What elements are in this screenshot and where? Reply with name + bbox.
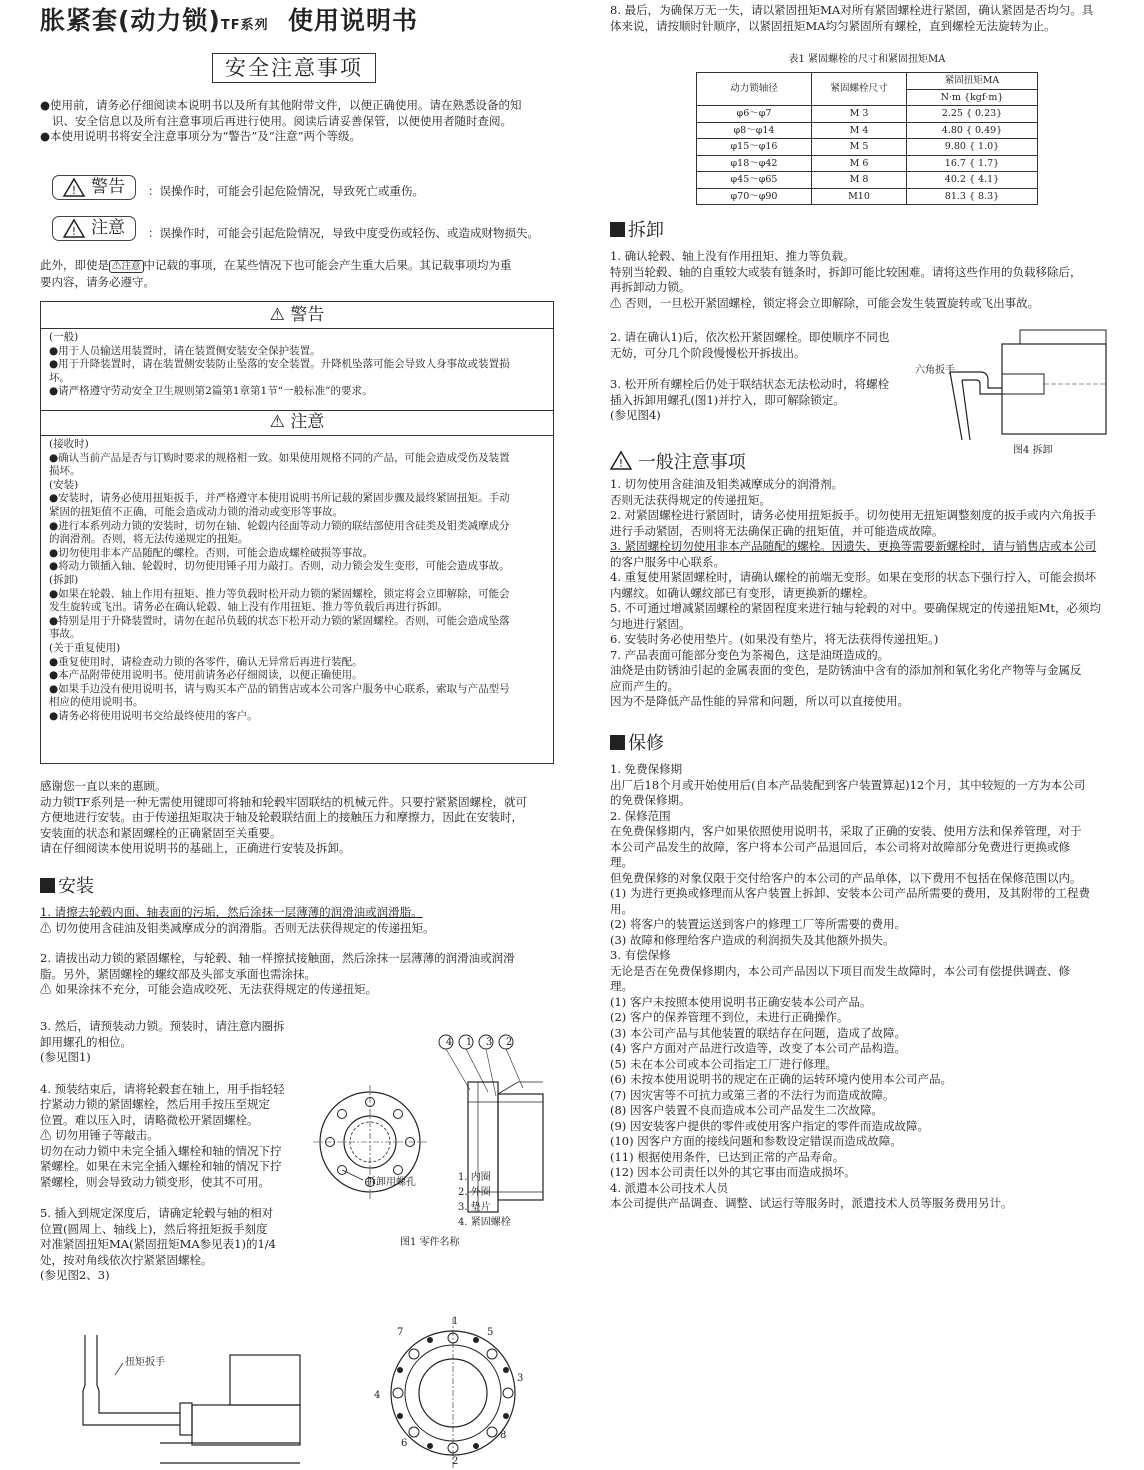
fig1-callout: 3	[485, 1037, 493, 1048]
removal-heading-text: 拆卸	[628, 220, 664, 241]
table-cell: 4.80 { 0.49}	[907, 122, 1038, 139]
removal-line: 3. 松开所有螺栓后仍处于联结状态无法松动时，将螺栓	[610, 377, 890, 391]
table-row	[697, 188, 1038, 205]
table-row	[697, 155, 1038, 172]
table-header: 紧固螺栓尺寸	[812, 73, 907, 106]
thanks-block	[40, 779, 560, 857]
general-line: 4. 重复使用紧固螺栓时，请确认螺栓的前端无变形。如果在变形的状态下强行拧入，可能会损坏	[610, 570, 1097, 584]
table1-container	[696, 72, 1038, 205]
svg-text:!: !	[618, 457, 624, 470]
table-cell: φ45～φ65	[697, 172, 812, 189]
warranty-line: 在免费保修期内，客户如果依照使用说明书，采取了正确的安装、使用方法和保养管理，对于	[610, 824, 1082, 838]
install-step-4-warning: 切勿在动力锁中未完全插入螺栓和轴的情况下拧	[40, 1143, 282, 1158]
caution-line: 紧固的扭矩值不正确，可能会造成动力锁的滑动或变形等事故。	[49, 505, 343, 518]
table-cell: M 4	[812, 122, 907, 139]
table-cell: M 5	[812, 139, 907, 156]
table-header-row	[697, 73, 1038, 90]
fig4-caption: 图4 拆卸	[1013, 445, 1053, 456]
install-step-5: 对准紧固扭矩MA(紧固扭矩MA参见表1)的1/4	[40, 1237, 276, 1251]
thanks-line: 请在仔细阅读本使用说明书的基础上，正确进行安装及拆卸。	[40, 841, 351, 855]
caution-line: (安装)	[49, 478, 79, 491]
page-title	[40, 6, 418, 41]
install-step-1-warning: ⚠ 切勿使用含硅油及钼类减摩成分的润滑脂。否则无法获得规定的传递扭矩。	[40, 920, 435, 935]
removal-steps-2-3	[610, 330, 910, 424]
removal-line: 插入拆卸用螺孔(图1)并拧入，即可解除锁定。	[610, 392, 845, 407]
svg-text:!: !	[71, 225, 77, 238]
warranty-line: (10) 因客户方面的接线问题和参数设定错误而造成故障。	[610, 1134, 902, 1148]
general-line: 2. 对紧固螺栓进行紧固时，请务必使用扭矩扳手。切勿使用无扭矩调整刻度的扳手或内六角扳手	[610, 508, 1097, 522]
general-line: 7. 产品表面可能部分变色为茶褐色，这是油斑造成的。	[610, 647, 890, 662]
step-8-line: 8. 最后，为确保万无一失，请以紧固扭矩MA对所有紧固螺栓进行紧固，确认紧固是否均匀。具	[610, 3, 1094, 17]
warranty-line: (7) 因灾害等不可抗力或第三者的不法行为而造成故障。	[610, 1087, 895, 1102]
warning-triangle-icon	[63, 178, 85, 197]
removal-warning: ⚠ 否则，一旦松开紧固螺栓，锁定将会立即解除，可能会发生装置旋转或飞出事故。	[610, 295, 1040, 310]
fig3-number: 5	[487, 1327, 494, 1338]
install-step-3: 卸用螺孔的相位。	[40, 1034, 132, 1049]
table-cell: 2.25 { 0.23}	[907, 106, 1038, 123]
title-main: 胀紧套(动力锁)	[40, 6, 221, 35]
caution-badge-text: ：误操作时，可能会引起危险情况，导致中度受伤或轻伤、或造成财物损失。	[148, 226, 539, 240]
install-step-3: 3. 然后，请预装动力锁。预装时，请注意内圈拆	[40, 1019, 285, 1033]
warranty-list	[610, 762, 1130, 1212]
general-line: 应而产生的。	[610, 678, 679, 693]
fig3-number: 2	[452, 1456, 459, 1467]
warranty-line: 理。	[610, 855, 633, 869]
warranty-line: 但免费保修的对象仅限于交付给客户的本公司的产品单体，以下费用不包括在保修范围以内。	[610, 870, 1082, 885]
table-row	[697, 172, 1038, 189]
general-line: 5. 不可通过增减紧固螺栓的紧固程度来进行轴与轮毂的对中。要确保规定的传递扭矩Mt，必须均	[610, 601, 1102, 615]
caution-line: ●请务必将使用说明书交给最终使用的客户。	[49, 709, 258, 722]
step-8-line: 体来说，请按顺时针顺序，以紧固扭矩MA均匀紧固所有螺栓，直到螺栓无法旋转为止。	[610, 18, 1056, 33]
install-heading-text: 安装	[58, 876, 94, 897]
warranty-line: 用。	[610, 901, 633, 916]
removal-line: 特别当轮毂、轴的自重较大或装有链条时，拆卸可能比较困难。请将这些作用的负载移除后，	[610, 264, 1082, 279]
install-step-5: 5. 插入到规定深度后，请确定轮毂与轴的相对	[40, 1206, 274, 1220]
install-steps-3-5	[40, 1019, 310, 1284]
removal-line: (参见图4)	[610, 408, 661, 422]
warranty-line: (9) 因安装客户提供的零件或使用客户指定的零件而造成故障。	[610, 1118, 929, 1133]
caution-line: ●本产品附带使用说明书。使用前请务必仔细阅读，以便正确使用。	[49, 669, 363, 682]
table-cell: φ15～φ16	[697, 139, 812, 156]
caution-line: (接收时)	[49, 438, 89, 450]
warranty-line: 的免费保修期。	[610, 793, 691, 807]
warranty-line: (5) 未在本公司或本公司指定工厂进行修理。	[610, 1056, 837, 1071]
warranty-line: (1) 客户未按照本使用说明书正确安装本公司产品。	[610, 994, 872, 1009]
warranty-line: 无论是否在免费保修期内，本公司产品因以下项目而发生故障时，本公司有偿提供调查、修	[610, 963, 1070, 978]
table-row	[697, 139, 1038, 156]
fig3-number: 6	[401, 1438, 408, 1449]
intro-line: ●本使用说明书将安全注意事项分为“警告”及“注意”两个等级。	[40, 129, 362, 143]
intro-block	[40, 98, 560, 145]
warranty-line: 4. 派遣本公司技术人员	[610, 1180, 729, 1195]
general-line: 3. 紧固螺栓切勿使用非本产品随配的螺栓。因遗失、更换等需要新螺栓时，请与销售店或本公司	[610, 539, 1097, 553]
table1-caption: 表1 紧固螺栓的尺寸和紧固扭矩MA	[788, 54, 946, 65]
warranty-line: 出厂后18个月或开始使用后(自本产品装配到客户装置算起)12个月，其中较短的一方为本公司	[610, 777, 1086, 792]
caution-line: 的润滑剂。否则，将无法传递规定的扭矩。	[49, 533, 249, 546]
fig4-wrench-label: 六角扳手	[915, 365, 955, 376]
warranty-line: (2) 客户的保养管理不到位，未进行正确操作。	[610, 1010, 849, 1024]
safety-heading: 安全注意事项	[212, 53, 376, 83]
general-heading-text: 一般注意事项	[637, 452, 746, 473]
warranty-line: 理。	[610, 979, 633, 993]
title-series: TF系列	[220, 18, 269, 33]
fig1-parts-list	[458, 1170, 511, 1230]
note-paragraph	[40, 258, 560, 290]
warranty-line: (8) 因客户装置不良而造成本公司产品发生二次故障。	[610, 1103, 883, 1117]
intro-line: ●使用前，请务必仔细阅读本说明书以及所有其他附带文件，以便正确使用。请在熟悉设备的知	[40, 98, 522, 112]
warranty-line: (12) 因本公司责任以外的其它事由而造成损坏。	[610, 1165, 856, 1179]
mini-caution-badge: ⚠注意	[109, 260, 144, 273]
figure-1-parts-drawing	[318, 1030, 558, 1250]
fig1-callout: 4	[445, 1037, 453, 1048]
removal-heading	[610, 219, 664, 243]
table-cell: 81.3 { 8.3}	[907, 188, 1038, 205]
install-step-4: 4. 预装结束后，请将轮毂套在轴上，用手指轻轻	[40, 1081, 285, 1096]
fig1-hole-label: 拆卸用螺孔	[366, 1177, 416, 1188]
table-cell: M10	[812, 188, 907, 205]
table-cell: φ6～φ7	[697, 106, 812, 123]
thanks-line: 动力锁TF系列是一种无需使用键即可将轴和轮毂牢固联结的机械元件。只要拧紧紧固螺栓，就可	[40, 794, 528, 809]
install-step-5: 位置(圆周上、轴线上)，然后将扭矩扳手刻度	[40, 1221, 268, 1236]
warning-line: (一般)	[49, 331, 79, 343]
general-heading	[610, 451, 746, 475]
warning-badge-box	[52, 175, 136, 200]
caution-line: (关于重复使用)	[49, 641, 121, 654]
title-rest: 使用说明书	[288, 6, 419, 35]
general-line: 1. 切勿使用含硅油及钼类减摩成分的润滑剂。	[610, 477, 844, 491]
caution-box-title: ⚠ 注意	[41, 409, 553, 436]
warning-line: ●用于升降装置时，请在装置侧安装防止坠落的安全装置。升降机坠落可能会导致人身事故或装置损	[49, 358, 510, 371]
fig1-caption: 图1 零件名称	[400, 1237, 460, 1248]
warning-triangle-icon	[610, 451, 632, 470]
note-line2: 要内容，请务必遵守。	[40, 274, 155, 289]
section-square-icon	[610, 222, 625, 237]
install-step-4-warning: 紧螺栓，则会导致动力锁变形，使其不可用。	[40, 1174, 270, 1189]
section-square-icon	[40, 878, 55, 893]
warranty-line: (3) 故障和修理给客户造成的利润损失及其他额外损失。	[610, 932, 895, 947]
table-cell: M 6	[812, 155, 907, 172]
table-row	[697, 122, 1038, 139]
fig1-callout: 1	[465, 1037, 473, 1048]
install-step-4-warning: ⚠ 切勿用锤子等敲击。	[40, 1128, 159, 1142]
fig3-number: 7	[397, 1327, 404, 1338]
caution-line: ●特别是用于升降装置时，请勿在起吊负载的状态下松开动力锁的紧固螺栓。否则，可能会造成坠落	[49, 614, 510, 627]
warranty-line: (6) 未按本使用说明书的规定在正确的运转环境内使用本公司产品。	[610, 1072, 952, 1086]
caution-box	[40, 409, 554, 764]
install-step-5: (参见图2、3)	[40, 1268, 110, 1282]
warning-badge-text: ：误操作时，可能会引起危险情况，导致死亡或重伤。	[148, 184, 424, 198]
section-square-icon	[610, 735, 625, 750]
table-header: N·m {kgf·m}	[907, 89, 1038, 106]
table-cell: φ8～φ14	[697, 122, 812, 139]
install-step-4: 拧紧动力锁的紧固螺栓，然后用手按压至规定	[40, 1097, 270, 1111]
svg-text:!: !	[71, 184, 77, 197]
caution-box-title-text: 注意	[290, 412, 325, 432]
caution-badge-label: 注意	[91, 217, 125, 238]
warranty-line: 3. 有偿保修	[610, 948, 671, 962]
fig2-wrench-label: 扭矩扳手	[125, 1357, 165, 1368]
general-line: 否则无法获得规定的传递扭矩。	[610, 492, 771, 507]
install-step-3: (参见图1)	[40, 1050, 91, 1064]
caution-line: ●如果在轮毂、轴上作用有扭矩、推力等负载时松开动力锁的紧固螺栓，锁定将会立即解除，可能会	[49, 587, 510, 600]
warning-box-title-text: 警告	[290, 305, 325, 325]
warning-box-body	[41, 329, 553, 401]
install-step-1: 1. 请擦去轮毂内面、轴表面的污垢，然后涂抹一层薄薄的润滑油或润滑脂。	[40, 905, 423, 919]
general-line: 内螺纹。如确认螺纹部已有变形，请更换新的螺栓。	[610, 585, 875, 600]
table-cell: 16.7 { 1.7}	[907, 155, 1038, 172]
warranty-line: (1) 为进行更换或修理而从客户装置上拆卸、安装本公司产品所需要的费用，及其附带的工程费	[610, 886, 1090, 900]
caution-line: ●切勿使用非本产品随配的螺栓。否则，可能会造成螺栓破损等事故。	[49, 546, 374, 559]
warranty-line: (4) 客户方面对产品进行改造等，改变了本公司产品构造。	[610, 1041, 906, 1055]
removal-line: 再拆卸动力锁。	[610, 280, 691, 294]
table-header: 紧固扭矩MA	[907, 73, 1038, 90]
install-step-2: 脂。另外，紧固螺栓的螺纹部及头部支承面也需涂抹。	[40, 966, 316, 981]
fig1-part: 4. 紧固螺栓	[458, 1217, 511, 1228]
thanks-line: 感谢您一直以来的惠顾。	[40, 779, 167, 793]
warranty-line: (2) 将客户的装置运送到客户的修理工厂等所需要的费用。	[610, 917, 906, 931]
install-step-5: 处，按对角线依次拧紧紧固螺栓。	[40, 1252, 213, 1267]
caution-line: ●安装时，请务必使用扭矩扳手，并严格遵守本使用说明书所记载的紧固步骤及最终紧固扭矩。手动	[49, 492, 510, 505]
table-cell: 40.2 { 4.1}	[907, 172, 1038, 189]
caution-badge-box	[52, 216, 136, 241]
caution-line: 发生旋转或飞出。请务必在确认轮毂、轴上没有作用扭矩、推力等负载后再进行拆卸。	[49, 601, 448, 614]
removal-line: 2. 请在确认1)后，依次松开紧固螺栓。即使顺序不同也	[610, 330, 890, 344]
warranty-heading	[610, 732, 664, 756]
removal-line: 1. 确认轮毂、轴上没有作用扭矩、推力等负载。	[610, 249, 855, 263]
warning-box-title: ⚠ 警告	[41, 302, 553, 329]
mini-caution-label: 注意	[121, 261, 141, 272]
fig1-part: 1. 内圈	[458, 1172, 491, 1183]
warranty-line: 1. 免费保修期	[610, 762, 683, 776]
table-header: 动力锁轴径	[697, 73, 812, 106]
caution-line: ●将动力锁插入轴、轮毂时，切勿使用锤子用力敲打。否则，动力锁会发生变形，可能会造成事故。	[49, 560, 510, 573]
warranty-line: 本公司提供产品调查、调整、试运行等服务时，派遣技术人员等服务费用另计。	[610, 1196, 1013, 1210]
warning-badge-label: 警告	[91, 176, 125, 197]
table-cell: M 3	[812, 106, 907, 123]
warning-line: ●请严格遵守劳动安全卫生规则第2篇第1章第1节“一般标准”的要求。	[49, 385, 373, 398]
general-line: 匀地进行紧固。	[610, 616, 691, 631]
note-post: 中记载的事项，在某些情况下也可能会产生重大后果。其记载事项均为重	[143, 258, 512, 272]
warning-box	[40, 301, 554, 411]
figure-2-wrench-drawing	[75, 1335, 315, 1468]
table-cell: φ18～φ42	[697, 155, 812, 172]
fig3-number: 4	[374, 1390, 381, 1401]
warning-line: ●用于人员输送用装置时，请在装置侧安装安全保护装置。	[49, 344, 321, 357]
install-heading	[40, 875, 94, 899]
warranty-line: (3) 本公司产品与其他装置的联结存在问题，造成了故障。	[610, 1025, 906, 1040]
removal-step-1	[610, 249, 1130, 311]
thanks-line: 方便地进行安装。由于传递扭矩取决于轴及轮毂联结面上的接触压力和摩擦力，因此在安装时，	[40, 810, 523, 824]
warning-line: 坏。	[49, 371, 70, 384]
step-8	[610, 3, 1130, 34]
general-line: 油烧是由防锈油引起的金属表面的变色，是防锈油中含有的添加剂和氧化劣化产物等与金属反	[610, 663, 1082, 677]
fig3-number: 8	[500, 1430, 507, 1441]
fig1-callout: 2	[505, 1037, 513, 1048]
caution-line: ●确认当前产品是否与订购时要求的规格相一致。如果使用规格不同的产品，可能会造成受伤及装置	[49, 451, 510, 464]
figure-4-removal-drawing	[910, 330, 1125, 440]
caution-triangle-icon	[63, 219, 85, 238]
fig1-part: 3. 垫片	[458, 1202, 491, 1213]
caution-box-body	[41, 436, 553, 725]
caution-line: ●如果手边没有使用说明书，请与购买本产品的销售店或本公司客户服务中心联系，索取与产品型号	[49, 682, 510, 695]
caution-line: 事故。	[49, 628, 81, 641]
caution-badge	[52, 216, 136, 243]
table-row	[697, 106, 1038, 123]
fig3-number: 3	[517, 1373, 524, 1384]
table-cell: 9.80 { 1.0}	[907, 139, 1038, 156]
warranty-heading-text: 保修	[628, 733, 664, 754]
general-line: 6. 安装时务必使用垫片。(如果没有垫片，将无法获得传递扭矩。)	[610, 632, 939, 646]
caution-line: ●进行本系列动力锁的安装时，切勿在轴、轮毂内径面等动力锁的联结部使用含硅类及钼类减摩成分	[49, 519, 510, 532]
table-cell: M 8	[812, 172, 907, 189]
warranty-line: 2. 保修范围	[610, 808, 671, 823]
install-step-4-warning: 紧螺栓。如果在未完全插入螺栓和轴的情况下拧	[40, 1159, 282, 1173]
intro-line: 识、安全信息以及所有注意事项后再进行使用。阅读后请妥善保管，以便使用者随时查阅。	[52, 113, 512, 128]
caution-line: 相应的使用说明书。	[49, 696, 144, 709]
install-step-2-warning: ⚠ 如果涂抹不充分，可能会造成咬死、无法获得规定的传递扭矩。	[40, 982, 378, 996]
install-step-2: 2. 请拔出动力锁的紧固螺栓，与轮毂、轴一样擦拭接触面，然后涂抹一层薄薄的润滑油或润滑	[40, 951, 515, 965]
torque-table	[696, 72, 1038, 205]
caution-line: ●重复使用时，请检查动力锁的各零件，确认无异常后再进行装配。	[49, 655, 363, 668]
install-steps-1-2	[40, 905, 560, 998]
install-step-4: 位置。难以压入时，请略微松开紧固螺栓。	[40, 1112, 259, 1127]
warranty-line: (11) 根据使用条件，已达到正常的产品寿命。	[610, 1149, 845, 1164]
caution-line: (拆卸)	[49, 573, 79, 586]
general-line: 的客户服务中心联系。	[610, 554, 725, 569]
general-line: 因为不是降低产品性能的异常和问题，所以可以直接使用。	[610, 694, 909, 708]
general-line: 进行手动紧固，否则将无法确保正确的扭矩值，并可能造成故障。	[610, 523, 944, 538]
fig1-part: 2. 外圈	[458, 1187, 491, 1198]
general-list	[610, 477, 1130, 710]
warranty-line: 本公司产品发生的故障，客户将本公司产品退回后，本公司将对故障部分免费进行更换或修	[610, 839, 1070, 854]
note-pre: 此外，即使是	[40, 258, 109, 272]
thanks-line: 安装面的状态和紧固螺栓的正确紧固至关重要。	[40, 825, 282, 840]
removal-line: 无妨，可分几个阶段慢慢松开拆拔出。	[610, 345, 806, 360]
fig3-number: 1	[452, 1316, 459, 1327]
warning-badge	[52, 175, 136, 202]
caution-line: 损坏。	[49, 465, 81, 478]
table-cell: φ70～φ90	[697, 188, 812, 205]
